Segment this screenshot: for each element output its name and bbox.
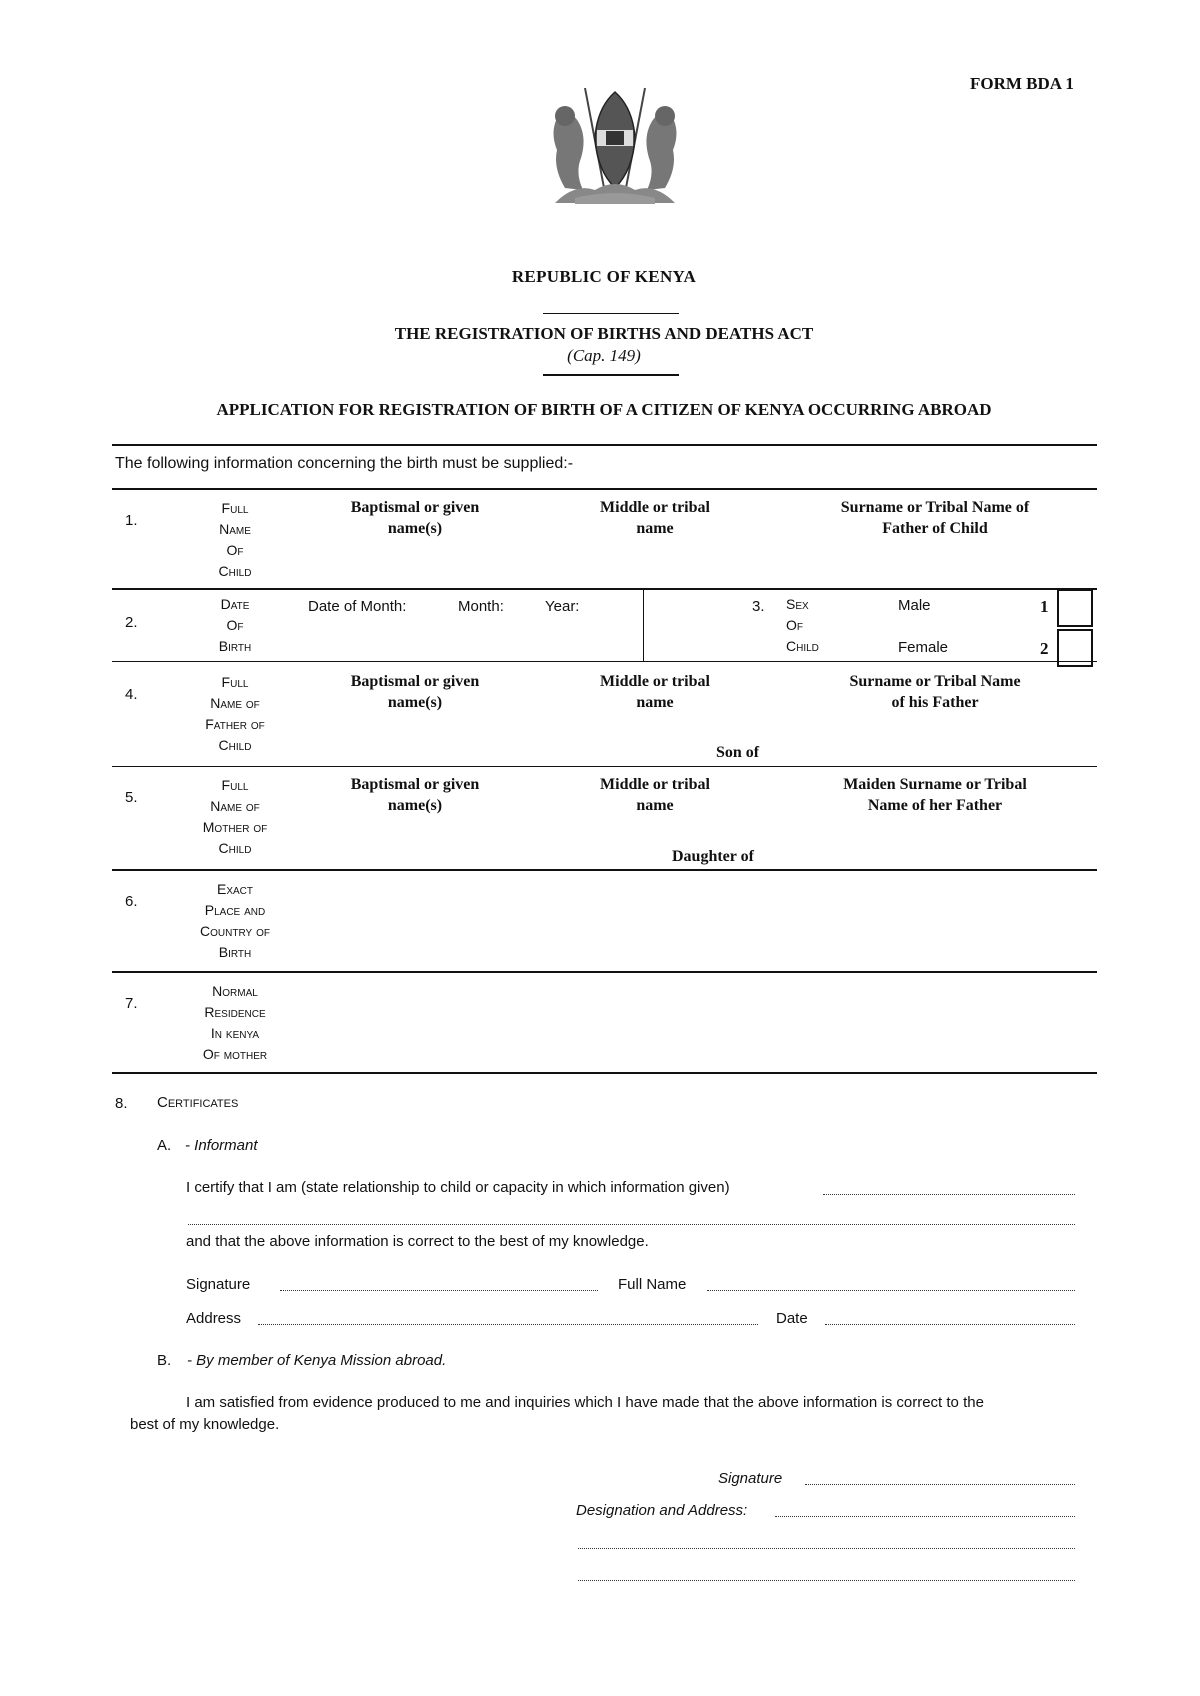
mission-marker: B. xyxy=(157,1352,172,1369)
date-field[interactable] xyxy=(825,1324,1075,1325)
cap-reference: (Cap. 149) xyxy=(567,346,641,365)
row2-divider xyxy=(643,589,644,661)
mission-signature-label: Signature xyxy=(718,1470,783,1487)
row4-middle-name-header: Middle or tribal name xyxy=(600,673,710,711)
designation-label: Designation and Address: xyxy=(576,1502,748,1519)
row1-bottom-border xyxy=(112,588,1097,590)
row4-surname-header: Surname or Tribal Name of his Father xyxy=(849,673,1021,711)
full-name-field[interactable] xyxy=(707,1290,1075,1291)
row5-surname-header: Maiden Surname or Tribal Name of her Father xyxy=(843,776,1027,814)
mission-title: - By member of Kenya Mission abroad. xyxy=(187,1352,447,1369)
date-of-month-label: Date of Month: xyxy=(308,598,407,615)
certificates-title: Certificates xyxy=(157,1094,239,1111)
certify-text: I certify that I am (state relationship to child or capacity in which information given) xyxy=(186,1179,730,1196)
coat-of-arms-emblem xyxy=(545,78,685,213)
month-label: Month: xyxy=(458,598,504,615)
correct-text: and that the above information is correct to the best of my knowledge. xyxy=(186,1233,649,1250)
son-of-label: Son of xyxy=(716,744,760,761)
row4-label: Full Name of Father of Child xyxy=(205,674,265,753)
intro-bottom-border xyxy=(112,488,1097,490)
row5-number: 5. xyxy=(125,789,138,806)
row2-label: Date Of Birth xyxy=(218,596,252,654)
daughter-of-label: Daughter of xyxy=(672,848,754,865)
row7-label: Normal Residence In kenya Of mother xyxy=(202,983,268,1062)
row1-number: 1. xyxy=(125,512,138,529)
row3-number: 3. xyxy=(752,598,765,615)
intro-text: The following information concerning the birth must be supplied:- xyxy=(115,455,574,472)
relationship-field[interactable] xyxy=(823,1194,1075,1195)
female-option-label: Female xyxy=(898,639,949,656)
row3-label: Sex Of Child xyxy=(786,596,819,654)
mission-signature-field[interactable] xyxy=(805,1484,1075,1485)
designation-field-line3[interactable] xyxy=(578,1580,1075,1581)
row1-middle-name-header: Middle or tribal name xyxy=(600,499,710,537)
row1-label: Full Name Of Child xyxy=(218,500,252,579)
male-code: 1 xyxy=(1040,597,1049,616)
date-label: Date xyxy=(776,1310,808,1327)
row1-given-name-header: Baptismal or given name(s) xyxy=(350,499,480,537)
address-label: Address xyxy=(186,1310,242,1327)
male-checkbox[interactable] xyxy=(1057,589,1093,627)
designation-field-line2[interactable] xyxy=(578,1548,1075,1549)
row4-given-name-header: Baptismal or given name(s) xyxy=(350,673,480,711)
informant-marker: A. xyxy=(157,1137,172,1154)
row6-number: 6. xyxy=(125,893,138,910)
row7-bottom-border xyxy=(112,1072,1097,1074)
satisfied-text-line1: I am satisfied from evidence produced to me and inquiries which I have made that the above information is correct to the xyxy=(186,1394,984,1411)
informant-title: - Informant xyxy=(185,1137,258,1154)
satisfied-text-line2: best of my knowledge. xyxy=(130,1416,280,1433)
row6-bottom-border xyxy=(112,971,1097,973)
row5-middle-name-header: Middle or tribal name xyxy=(600,776,710,814)
country-heading: REPUBLIC OF KENYA xyxy=(511,267,697,286)
heading-divider-bottom xyxy=(543,374,679,376)
year-label: Year: xyxy=(545,598,580,615)
informant-signature-label: Signature xyxy=(186,1276,251,1293)
application-title: APPLICATION FOR REGISTRATION OF BIRTH OF A CITIZEN OF KENYA OCCURRING ABROAD xyxy=(216,400,992,419)
heading-divider-top xyxy=(543,313,679,314)
certificates-number: 8. xyxy=(115,1095,128,1112)
address-field[interactable] xyxy=(258,1324,758,1325)
row2-number: 2. xyxy=(125,614,138,631)
row5-label: Full Name of Mother of Child xyxy=(202,777,268,856)
table-top-border xyxy=(112,444,1097,446)
row7-number: 7. xyxy=(125,995,138,1012)
act-title: THE REGISTRATION OF BIRTHS AND DEATHS ACT xyxy=(394,324,814,343)
row5-bottom-border xyxy=(112,869,1097,871)
full-name-label: Full Name xyxy=(618,1276,687,1293)
row4-number: 4. xyxy=(125,686,138,703)
row1-surname-header: Surname or Tribal Name of Father of Child xyxy=(840,499,1030,537)
designation-field[interactable] xyxy=(775,1516,1075,1517)
row6-label: Exact Place and Country of Birth xyxy=(200,881,270,960)
row4-bottom-border xyxy=(112,766,1097,767)
form-code: FORM BDA 1 xyxy=(970,74,1074,93)
female-code: 2 xyxy=(1040,639,1049,658)
row2-bottom-border xyxy=(112,661,1097,662)
row5-given-name-header: Baptismal or given name(s) xyxy=(350,776,480,814)
relationship-field-continued[interactable] xyxy=(188,1224,1075,1225)
informant-signature-field[interactable] xyxy=(280,1290,598,1291)
male-option-label: Male xyxy=(898,597,931,614)
